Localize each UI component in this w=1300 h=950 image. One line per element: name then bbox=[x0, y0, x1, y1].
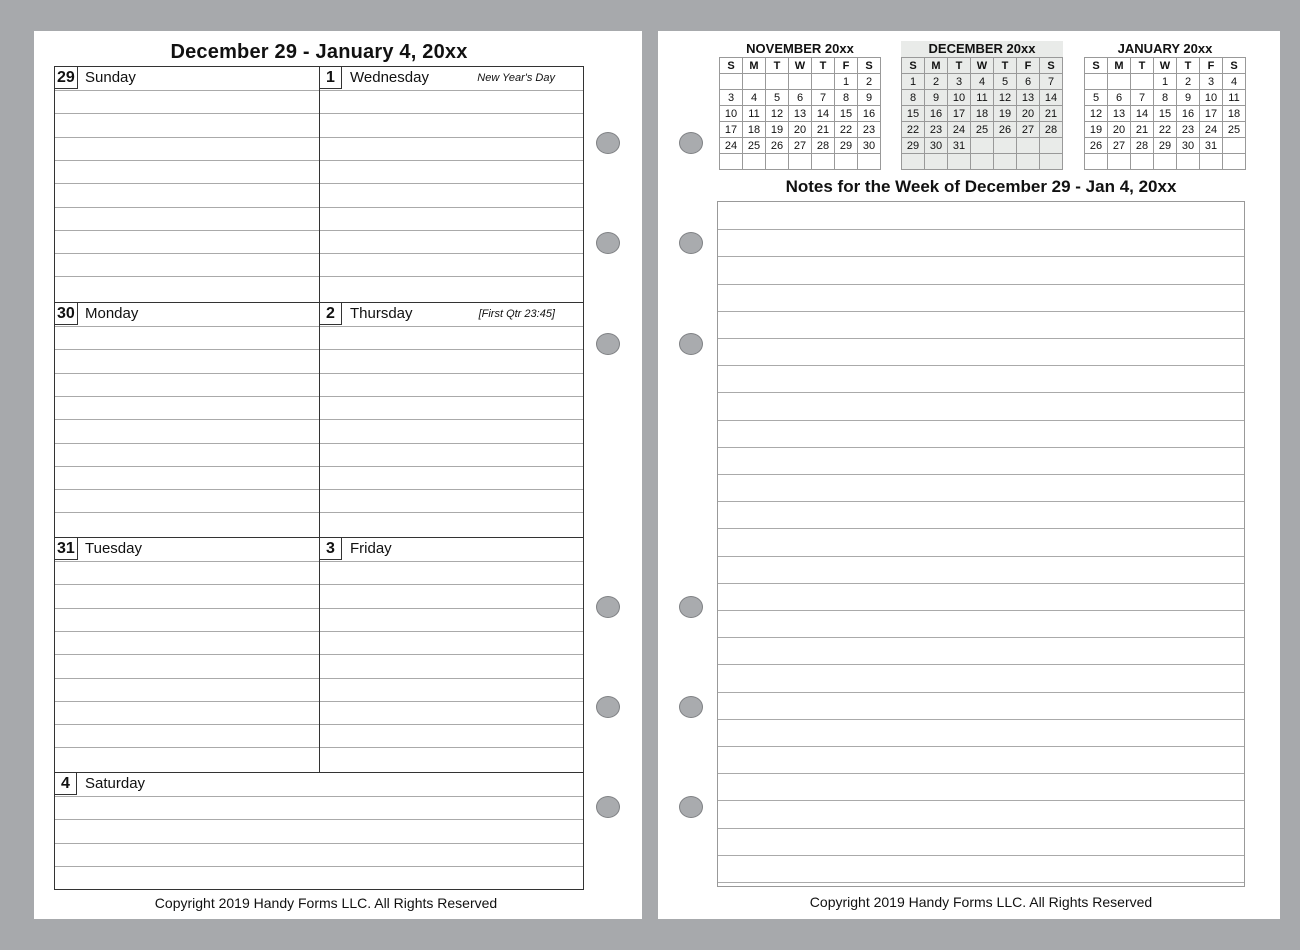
notes-box[interactable] bbox=[717, 201, 1245, 887]
writing-line bbox=[320, 512, 583, 513]
writing-line bbox=[320, 678, 583, 679]
notes-title: Notes for the Week of December 29 - Jan 4, 20xx bbox=[785, 177, 1177, 196]
punch-hole bbox=[596, 232, 620, 254]
copyright-left: Copyright 2019 Handy Forms LLC. All Rights Reserved bbox=[154, 895, 498, 911]
date-cell bbox=[1085, 154, 1108, 170]
date-cell: 7 bbox=[1131, 90, 1154, 106]
writing-line bbox=[320, 747, 583, 748]
date-cell bbox=[1108, 74, 1131, 90]
date-cell: 1 bbox=[1154, 74, 1177, 90]
week-title: December 29 - January 4, 20xx bbox=[170, 41, 468, 63]
date-cell: 16 bbox=[1177, 106, 1200, 122]
date-cell: 7 bbox=[1040, 74, 1063, 90]
writing-line bbox=[55, 230, 319, 231]
weekday-header: S bbox=[1223, 58, 1246, 74]
date-cell bbox=[1040, 138, 1063, 154]
date-cell bbox=[971, 154, 994, 170]
day-number: 31 bbox=[55, 538, 78, 560]
mini-calendar-grid bbox=[901, 57, 1063, 170]
writing-line bbox=[55, 419, 319, 420]
date-cell: 22 bbox=[1154, 122, 1177, 138]
date-cell: 16 bbox=[858, 106, 881, 122]
date-cell: 13 bbox=[1017, 90, 1040, 106]
notes-line bbox=[718, 338, 1244, 339]
writing-line bbox=[55, 90, 319, 91]
date-cell: 26 bbox=[766, 138, 789, 154]
weekday-header: T bbox=[1131, 58, 1154, 74]
date-cell bbox=[1108, 154, 1131, 170]
date-cell bbox=[789, 74, 812, 90]
date-cell: 12 bbox=[994, 90, 1017, 106]
date-cell: 10 bbox=[1200, 90, 1223, 106]
writing-line bbox=[55, 747, 319, 748]
copyright-right: Copyright 2019 Handy Forms LLC. All Rights Reserved bbox=[809, 894, 1153, 910]
date-cell bbox=[971, 138, 994, 154]
weekday-header: W bbox=[971, 58, 994, 74]
notes-line bbox=[718, 365, 1244, 366]
weekday-header: T bbox=[948, 58, 971, 74]
date-cell: 5 bbox=[766, 90, 789, 106]
day-box-thursday[interactable] bbox=[319, 302, 583, 537]
mini-calendar-december bbox=[901, 41, 1063, 170]
writing-line bbox=[55, 796, 583, 797]
date-cell: 1 bbox=[835, 74, 858, 90]
day-number: 4 bbox=[55, 773, 77, 795]
date-cell: 17 bbox=[1200, 106, 1223, 122]
day-box-wednesday[interactable] bbox=[319, 67, 583, 302]
writing-line bbox=[320, 561, 583, 562]
date-cell bbox=[1017, 138, 1040, 154]
date-cell bbox=[1223, 154, 1246, 170]
writing-line bbox=[320, 90, 583, 91]
writing-line bbox=[320, 207, 583, 208]
date-cell: 9 bbox=[858, 90, 881, 106]
date-cell: 16 bbox=[925, 106, 948, 122]
date-cell bbox=[994, 154, 1017, 170]
date-cell: 29 bbox=[902, 138, 925, 154]
weekday-header: S bbox=[902, 58, 925, 74]
date-cell: 10 bbox=[948, 90, 971, 106]
punch-hole bbox=[679, 696, 703, 718]
writing-line bbox=[55, 253, 319, 254]
writing-line bbox=[320, 489, 583, 490]
date-cell: 5 bbox=[1085, 90, 1108, 106]
writing-line bbox=[320, 631, 583, 632]
writing-line bbox=[55, 160, 319, 161]
punch-hole bbox=[596, 696, 620, 718]
date-cell: 11 bbox=[971, 90, 994, 106]
day-number: 2 bbox=[320, 303, 342, 325]
date-cell: 10 bbox=[720, 106, 743, 122]
date-cell: 9 bbox=[1177, 90, 1200, 106]
date-cell: 29 bbox=[1154, 138, 1177, 154]
writing-line bbox=[55, 489, 319, 490]
weekday-header: T bbox=[766, 58, 789, 74]
day-number: 30 bbox=[55, 303, 78, 325]
punch-hole bbox=[596, 132, 620, 154]
date-cell bbox=[1223, 138, 1246, 154]
writing-line bbox=[320, 608, 583, 609]
mini-calendar-title: JANUARY 20xx bbox=[1117, 41, 1213, 56]
mini-calendar-grid bbox=[719, 57, 881, 170]
date-cell bbox=[902, 154, 925, 170]
date-cell bbox=[1131, 74, 1154, 90]
date-cell bbox=[994, 138, 1017, 154]
writing-line bbox=[55, 396, 319, 397]
notes-line bbox=[718, 556, 1244, 557]
date-cell: 23 bbox=[1177, 122, 1200, 138]
date-cell: 2 bbox=[1177, 74, 1200, 90]
date-cell: 3 bbox=[1200, 74, 1223, 90]
date-cell: 27 bbox=[789, 138, 812, 154]
mini-calendar-grid bbox=[1084, 57, 1246, 170]
date-cell bbox=[1200, 154, 1223, 170]
date-cell: 22 bbox=[835, 122, 858, 138]
date-cell: 28 bbox=[1040, 122, 1063, 138]
writing-line bbox=[55, 207, 319, 208]
date-cell: 15 bbox=[902, 106, 925, 122]
date-cell bbox=[812, 74, 835, 90]
writing-line bbox=[55, 113, 319, 114]
writing-line bbox=[55, 349, 319, 350]
date-cell: 11 bbox=[1223, 90, 1246, 106]
date-cell: 21 bbox=[1040, 106, 1063, 122]
date-cell: 15 bbox=[835, 106, 858, 122]
writing-line bbox=[55, 843, 583, 844]
date-cell: 30 bbox=[925, 138, 948, 154]
day-number: 3 bbox=[320, 538, 342, 560]
notes-line bbox=[718, 420, 1244, 421]
writing-line bbox=[320, 230, 583, 231]
writing-line bbox=[320, 724, 583, 725]
writing-line bbox=[55, 276, 319, 277]
writing-line bbox=[320, 349, 583, 350]
punch-hole bbox=[679, 132, 703, 154]
date-cell bbox=[1017, 154, 1040, 170]
date-cell: 27 bbox=[1017, 122, 1040, 138]
date-cell: 3 bbox=[948, 74, 971, 90]
weekday-header: W bbox=[1154, 58, 1177, 74]
writing-line bbox=[320, 396, 583, 397]
date-cell bbox=[1085, 74, 1108, 90]
weekday-header: T bbox=[1177, 58, 1200, 74]
date-cell bbox=[1131, 154, 1154, 170]
day-note: New Year's Day bbox=[477, 72, 555, 84]
weekday-header: T bbox=[994, 58, 1017, 74]
date-cell bbox=[789, 154, 812, 170]
date-cell: 3 bbox=[720, 90, 743, 106]
date-cell: 18 bbox=[1223, 106, 1246, 122]
notes-line bbox=[718, 828, 1244, 829]
date-cell: 11 bbox=[743, 106, 766, 122]
writing-line bbox=[320, 276, 583, 277]
date-cell: 30 bbox=[858, 138, 881, 154]
date-cell: 18 bbox=[971, 106, 994, 122]
date-cell: 26 bbox=[1085, 138, 1108, 154]
date-cell: 2 bbox=[858, 74, 881, 90]
weekday-header: M bbox=[743, 58, 766, 74]
notes-line bbox=[718, 528, 1244, 529]
day-box-monday[interactable] bbox=[55, 302, 319, 537]
writing-line bbox=[320, 183, 583, 184]
weekday-header: F bbox=[1200, 58, 1223, 74]
writing-line bbox=[55, 701, 319, 702]
writing-line bbox=[320, 654, 583, 655]
punch-hole bbox=[679, 596, 703, 618]
date-cell bbox=[948, 154, 971, 170]
writing-line bbox=[55, 466, 319, 467]
right-page bbox=[658, 31, 1280, 919]
date-cell: 14 bbox=[812, 106, 835, 122]
notes-line bbox=[718, 229, 1244, 230]
date-cell bbox=[835, 154, 858, 170]
date-cell: 24 bbox=[1200, 122, 1223, 138]
date-cell: 4 bbox=[1223, 74, 1246, 90]
weekday-header: S bbox=[858, 58, 881, 74]
writing-line bbox=[55, 608, 319, 609]
date-cell: 14 bbox=[1040, 90, 1063, 106]
day-box-saturday[interactable] bbox=[55, 772, 583, 889]
notes-line bbox=[718, 746, 1244, 747]
date-cell bbox=[743, 154, 766, 170]
notes-line bbox=[718, 311, 1244, 312]
date-cell: 7 bbox=[812, 90, 835, 106]
notes-line bbox=[718, 637, 1244, 638]
day-name: Thursday bbox=[350, 305, 413, 322]
mini-calendar-title: DECEMBER 20xx bbox=[928, 41, 1036, 56]
writing-line bbox=[55, 326, 319, 327]
date-cell: 24 bbox=[948, 122, 971, 138]
date-cell bbox=[720, 154, 743, 170]
writing-line bbox=[320, 137, 583, 138]
notes-line bbox=[718, 692, 1244, 693]
notes-line bbox=[718, 664, 1244, 665]
writing-line bbox=[55, 561, 319, 562]
date-cell: 19 bbox=[766, 122, 789, 138]
date-cell: 8 bbox=[835, 90, 858, 106]
date-cell bbox=[743, 74, 766, 90]
date-cell: 28 bbox=[812, 138, 835, 154]
punch-hole bbox=[679, 232, 703, 254]
day-name: Tuesday bbox=[85, 540, 142, 557]
date-cell bbox=[766, 74, 789, 90]
date-cell: 21 bbox=[812, 122, 835, 138]
writing-line bbox=[320, 113, 583, 114]
date-cell bbox=[720, 74, 743, 90]
date-cell: 13 bbox=[789, 106, 812, 122]
notes-line bbox=[718, 474, 1244, 475]
date-cell bbox=[1154, 154, 1177, 170]
day-name: Wednesday bbox=[350, 69, 429, 86]
day-box-sunday[interactable] bbox=[55, 67, 319, 302]
date-cell: 8 bbox=[1154, 90, 1177, 106]
writing-line bbox=[55, 512, 319, 513]
writing-line bbox=[55, 443, 319, 444]
notes-line bbox=[718, 583, 1244, 584]
writing-line bbox=[320, 253, 583, 254]
date-cell: 20 bbox=[789, 122, 812, 138]
notes-line bbox=[718, 855, 1244, 856]
punch-hole bbox=[596, 796, 620, 818]
writing-line bbox=[55, 819, 583, 820]
writing-line bbox=[55, 137, 319, 138]
writing-line bbox=[55, 866, 583, 867]
day-box-friday[interactable] bbox=[319, 537, 583, 772]
date-cell: 31 bbox=[948, 138, 971, 154]
week-day-grid bbox=[54, 66, 584, 890]
date-cell: 6 bbox=[1108, 90, 1131, 106]
writing-line bbox=[320, 701, 583, 702]
writing-line bbox=[55, 678, 319, 679]
day-name: Saturday bbox=[85, 775, 146, 792]
date-cell: 25 bbox=[743, 138, 766, 154]
weekday-header: W bbox=[789, 58, 812, 74]
date-cell: 1 bbox=[902, 74, 925, 90]
notes-line bbox=[718, 256, 1244, 257]
date-cell: 23 bbox=[925, 122, 948, 138]
writing-line bbox=[320, 466, 583, 467]
mini-calendar-title: NOVEMBER 20xx bbox=[746, 41, 854, 56]
date-cell: 17 bbox=[948, 106, 971, 122]
date-cell bbox=[925, 154, 948, 170]
left-page bbox=[34, 31, 642, 919]
day-box-tuesday[interactable] bbox=[55, 537, 319, 772]
notes-line bbox=[718, 882, 1244, 883]
notes-line bbox=[718, 610, 1244, 611]
punch-hole bbox=[679, 796, 703, 818]
date-cell: 20 bbox=[1108, 122, 1131, 138]
day-name: Monday bbox=[85, 305, 139, 322]
day-name: Friday bbox=[350, 540, 392, 557]
day-number: 1 bbox=[320, 67, 342, 89]
date-cell: 2 bbox=[925, 74, 948, 90]
date-cell: 6 bbox=[1017, 74, 1040, 90]
date-cell: 14 bbox=[1131, 106, 1154, 122]
notes-line bbox=[718, 447, 1244, 448]
notes-line bbox=[718, 719, 1244, 720]
date-cell: 25 bbox=[1223, 122, 1246, 138]
date-cell: 31 bbox=[1200, 138, 1223, 154]
weekday-header: F bbox=[1017, 58, 1040, 74]
weekday-header: M bbox=[1108, 58, 1131, 74]
date-cell: 29 bbox=[835, 138, 858, 154]
date-cell: 17 bbox=[720, 122, 743, 138]
writing-line bbox=[320, 443, 583, 444]
date-cell: 20 bbox=[1017, 106, 1040, 122]
writing-line bbox=[55, 584, 319, 585]
writing-line bbox=[55, 631, 319, 632]
day-note: [First Qtr 23:45] bbox=[478, 308, 555, 320]
writing-line bbox=[55, 183, 319, 184]
day-name: Sunday bbox=[85, 69, 136, 86]
date-cell: 15 bbox=[1154, 106, 1177, 122]
weekday-header: F bbox=[835, 58, 858, 74]
mini-calendar-january bbox=[1084, 41, 1246, 170]
notes-line bbox=[718, 392, 1244, 393]
punch-hole bbox=[596, 596, 620, 618]
date-cell: 19 bbox=[994, 106, 1017, 122]
date-cell: 5 bbox=[994, 74, 1017, 90]
date-cell: 9 bbox=[925, 90, 948, 106]
writing-line bbox=[55, 724, 319, 725]
weekday-header: S bbox=[1040, 58, 1063, 74]
weekday-header: M bbox=[925, 58, 948, 74]
writing-line bbox=[320, 326, 583, 327]
date-cell: 6 bbox=[789, 90, 812, 106]
writing-line bbox=[55, 373, 319, 374]
date-cell bbox=[1177, 154, 1200, 170]
punch-hole bbox=[679, 333, 703, 355]
date-cell: 12 bbox=[766, 106, 789, 122]
notes-line bbox=[718, 800, 1244, 801]
date-cell: 22 bbox=[902, 122, 925, 138]
day-number: 29 bbox=[55, 67, 78, 89]
date-cell: 18 bbox=[743, 122, 766, 138]
date-cell: 27 bbox=[1108, 138, 1131, 154]
notes-line bbox=[718, 773, 1244, 774]
notes-line bbox=[718, 284, 1244, 285]
weekday-header: S bbox=[1085, 58, 1108, 74]
date-cell: 4 bbox=[971, 74, 994, 90]
date-cell: 30 bbox=[1177, 138, 1200, 154]
date-cell bbox=[766, 154, 789, 170]
date-cell: 28 bbox=[1131, 138, 1154, 154]
date-cell: 23 bbox=[858, 122, 881, 138]
date-cell: 13 bbox=[1108, 106, 1131, 122]
date-cell bbox=[1040, 154, 1063, 170]
writing-line bbox=[55, 654, 319, 655]
date-cell: 4 bbox=[743, 90, 766, 106]
date-cell: 8 bbox=[902, 90, 925, 106]
date-cell bbox=[812, 154, 835, 170]
writing-line bbox=[320, 160, 583, 161]
punch-hole bbox=[596, 333, 620, 355]
date-cell: 26 bbox=[994, 122, 1017, 138]
date-cell: 19 bbox=[1085, 122, 1108, 138]
writing-line bbox=[320, 419, 583, 420]
date-cell: 24 bbox=[720, 138, 743, 154]
notes-line bbox=[718, 501, 1244, 502]
weekday-header: S bbox=[720, 58, 743, 74]
date-cell: 25 bbox=[971, 122, 994, 138]
mini-calendar-november bbox=[719, 41, 881, 170]
date-cell: 12 bbox=[1085, 106, 1108, 122]
writing-line bbox=[320, 584, 583, 585]
writing-line bbox=[320, 373, 583, 374]
date-cell: 21 bbox=[1131, 122, 1154, 138]
weekday-header: T bbox=[812, 58, 835, 74]
date-cell bbox=[858, 154, 881, 170]
